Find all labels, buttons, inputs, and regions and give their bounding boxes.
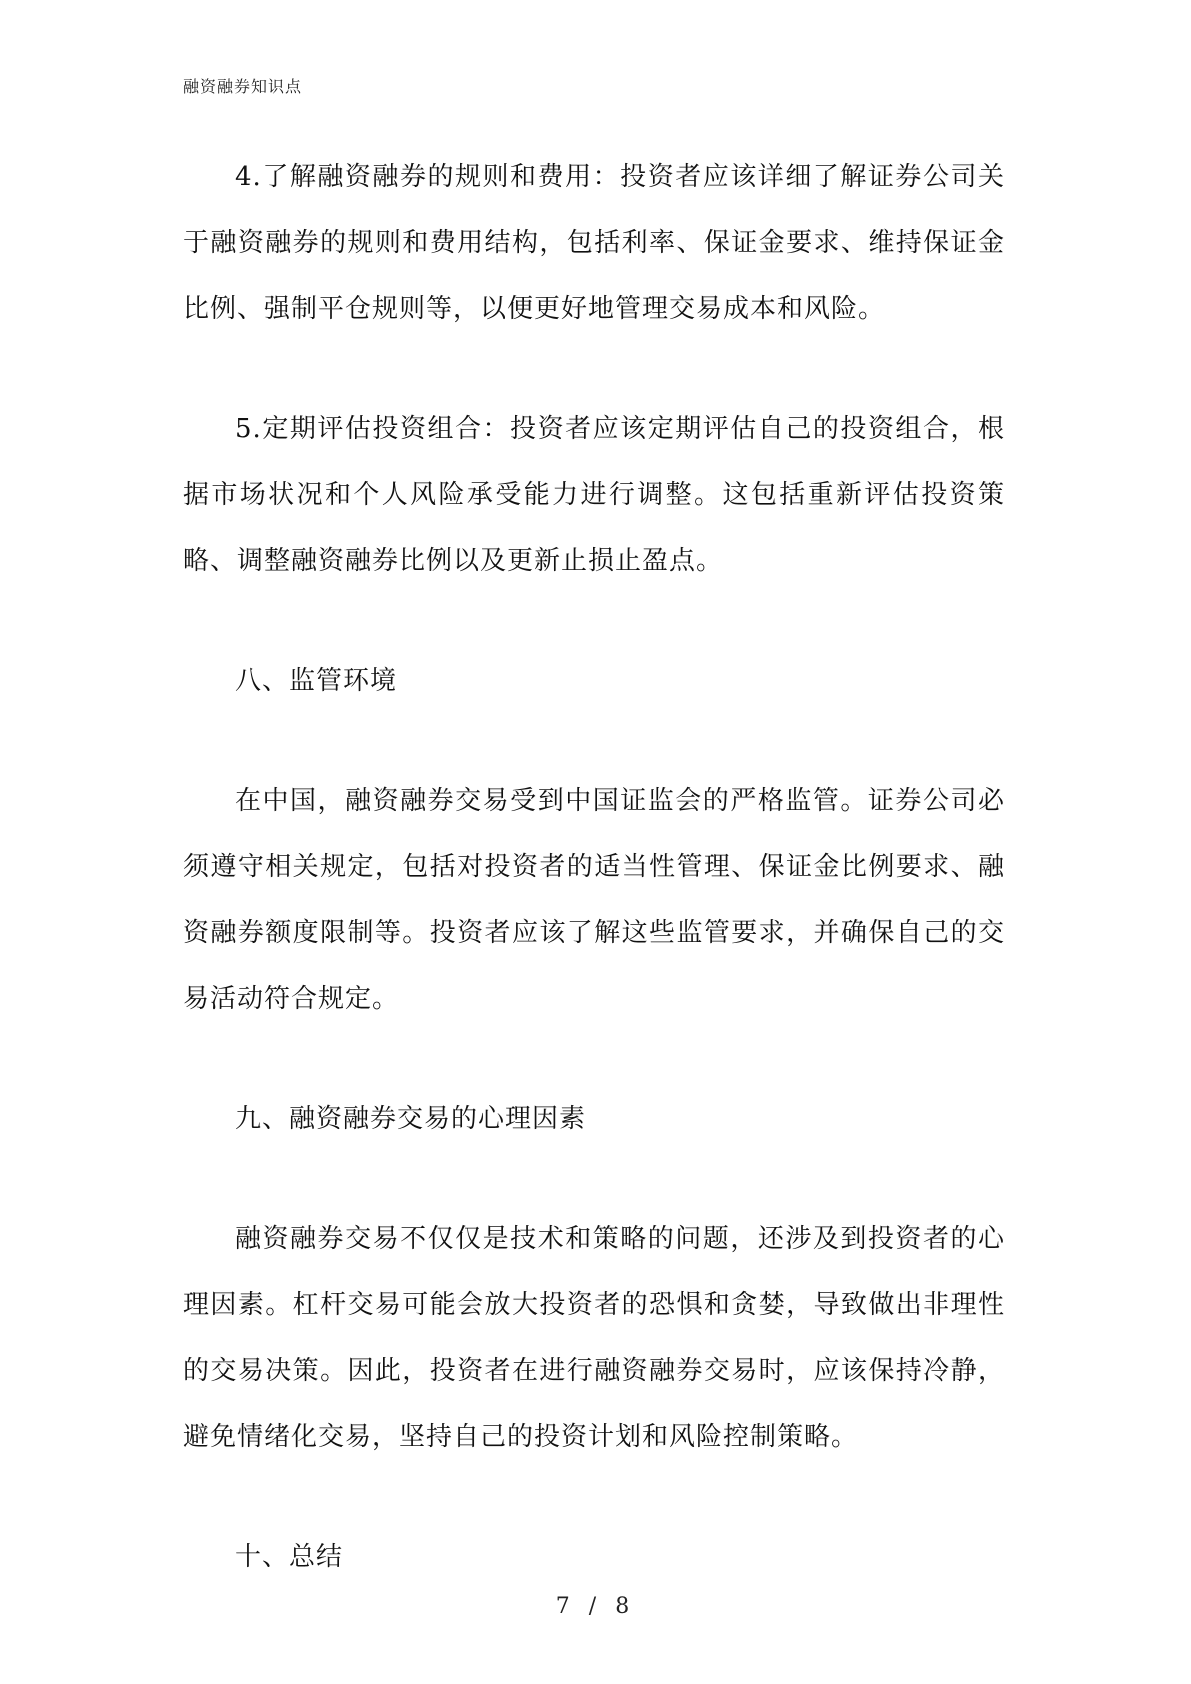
section-heading-psychology: 九、融资融券交易的心理因素	[235, 1104, 587, 1134]
paragraph-rules-and-fees: 4.了解融资融券的规则和费用：投资者应该详细了解证券公司关于融资融券的规则和费用结构，包括利率、保证金要求、维持保证金比例、强制平仓规则等，以便更好地管理交易成本和风险。	[183, 162, 1005, 324]
paragraph-regulation: 在中国，融资融券交易受到中国证监会的严格监管。证券公司必须遵守相关规定，包括对投资者的适当性管理、保证金比例要求、融资融券额度限制等。投资者应该了解这些监管要求，并确保自己的交易活动符合规定。	[183, 786, 1005, 1014]
page-number: 7 / 8	[555, 1594, 636, 1619]
paragraph-portfolio-review: 5.定期评估投资组合：投资者应该定期评估自己的投资组合，根据市场状况和个人风险承受能力进行调整。这包括重新评估投资策略、调整融资融券比例以及更新止损止盈点。	[183, 414, 1005, 576]
section-heading-regulation: 八、监管环境	[235, 666, 398, 696]
section-heading-summary: 十、总结	[235, 1542, 344, 1572]
document-body	[183, 144, 1005, 1590]
paragraph-psychology: 融资融券交易不仅仅是技术和策略的问题，还涉及到投资者的心理因素。杠杆交易可能会放大投资者的恐惧和贪婪，导致做出非理性的交易决策。因此，投资者在进行融资融券交易时，应该保持冷静，避免情绪化交易，坚持自己的投资计划和风险控制策略。	[183, 1224, 1005, 1452]
page-header: 融资融券知识点	[183, 77, 303, 96]
